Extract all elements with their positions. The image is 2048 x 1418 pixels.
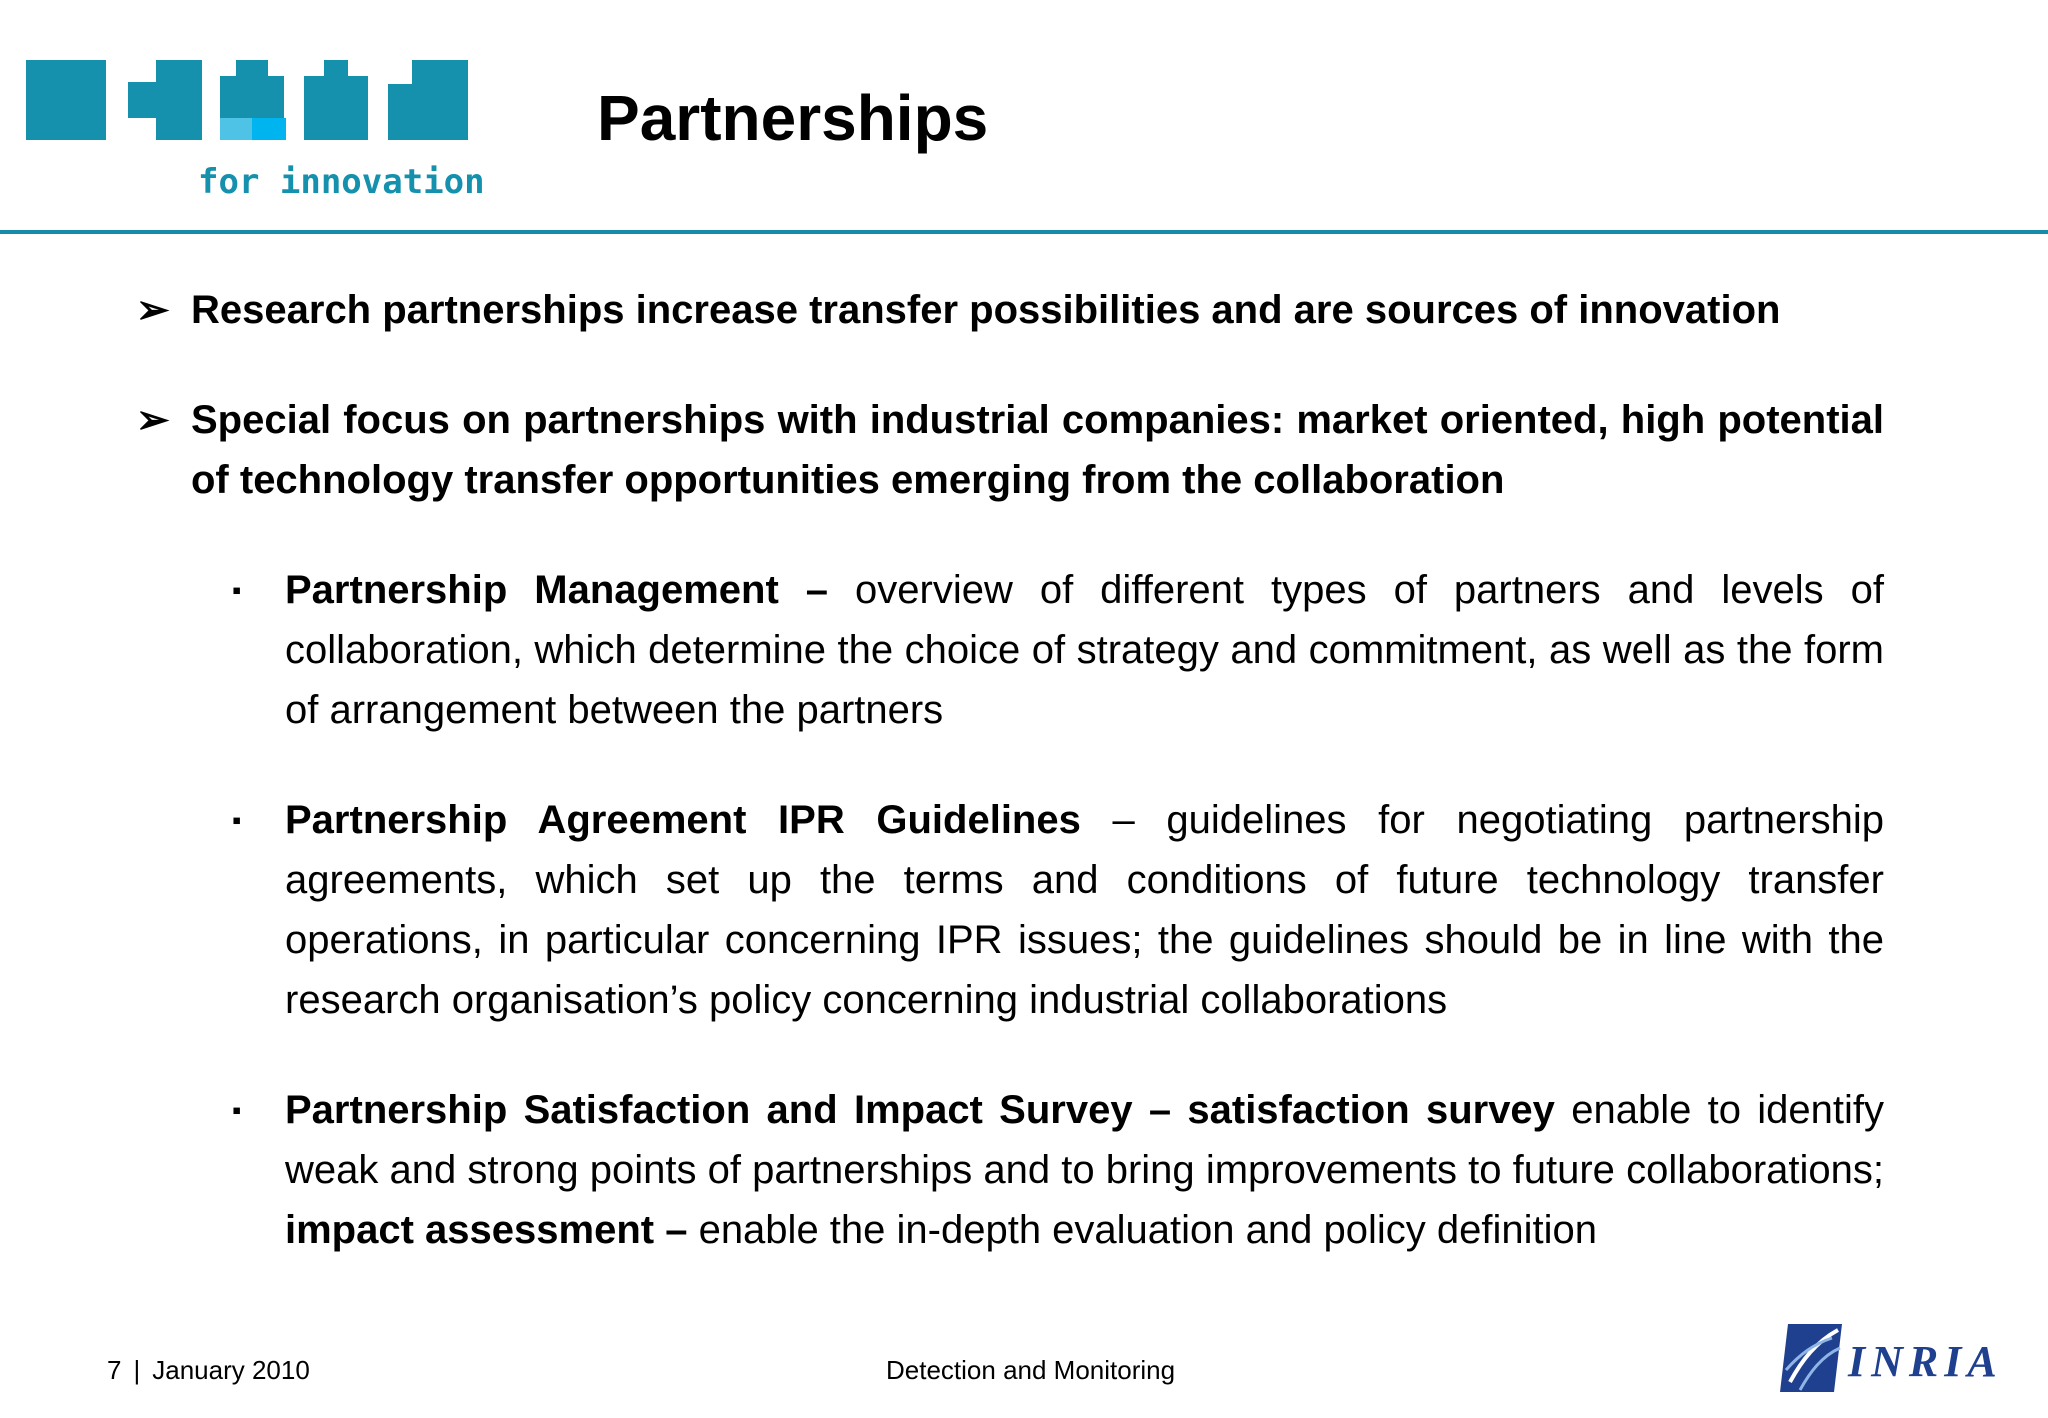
sub-bullet-text-impact: enable the in-depth evaluation and policy definition (687, 1208, 1598, 1252)
slide-content (136, 270, 1884, 1260)
square-bullet-icon: ▪ (232, 805, 242, 835)
sub-bullet-text: enable to identify weak and strong points of partnerships and to bring improvements to future collaborations; (285, 1088, 1884, 1192)
square-bullet-icon: ▪ (232, 575, 242, 605)
footer-page-date (107, 1355, 310, 1386)
footer-title: Detection and Monitoring (886, 1355, 1176, 1385)
sub-bullet-lead-impact: impact assessment – (285, 1208, 688, 1252)
slide-title: Partnerships (597, 82, 989, 154)
header-divider (0, 230, 2048, 234)
sub-bullet-lead: Partnership Satisfaction and Impact Survey – satisfaction survey (285, 1088, 1555, 1132)
for-innovation-logo (26, 60, 526, 210)
sub-bullet-satisfaction-survey (136, 1080, 1884, 1260)
bullet-text: Research partnerships increase transfer possibilities and are sources of innovation (191, 288, 1781, 332)
sub-bullet-lead: Partnership Management – (285, 568, 829, 612)
sub-bullet-lead: Partnership Agreement IPR Guidelines (285, 798, 1081, 842)
footer-date: January 2010 (152, 1355, 310, 1385)
bullet-industrial-focus (136, 390, 1884, 510)
sub-bullet-ipr-guidelines (136, 790, 1884, 1030)
bullet-research-partnerships (136, 280, 1884, 340)
sub-bullet-partnership-management (136, 560, 1884, 740)
bullet-text: Special focus on partnerships with industrial companies: market oriented, high potential of technology transfer opportunities emerging from the collaboration (191, 398, 1884, 502)
inria-logo (1780, 1320, 2030, 1396)
page-number: 7 (107, 1355, 122, 1385)
sub-bullet-text: – guidelines for negotiating partnership agreements, which set up the terms and conditions of future technology transfer operations, in particular concerning IPR issues; the guidelines should be in line with the research organisation’s policy concerning industrial collaborations (285, 798, 1884, 1022)
sub-bullet-text: overview of different types of partners and levels of collaboration, which determine the choice of strategy and commitment, as well as the form of arrangement between the partners (285, 568, 1885, 732)
square-bullet-icon: ▪ (232, 1095, 242, 1125)
inria-emblem-icon (1780, 1324, 1842, 1392)
footer-separator: | (133, 1355, 141, 1385)
arrow-bullet-icon: ➢ (136, 398, 170, 442)
arrow-bullet-icon: ➢ (136, 288, 170, 332)
logo-tagline: for innovation (198, 162, 485, 202)
inria-logo-text: INRIA (1848, 1337, 2003, 1386)
